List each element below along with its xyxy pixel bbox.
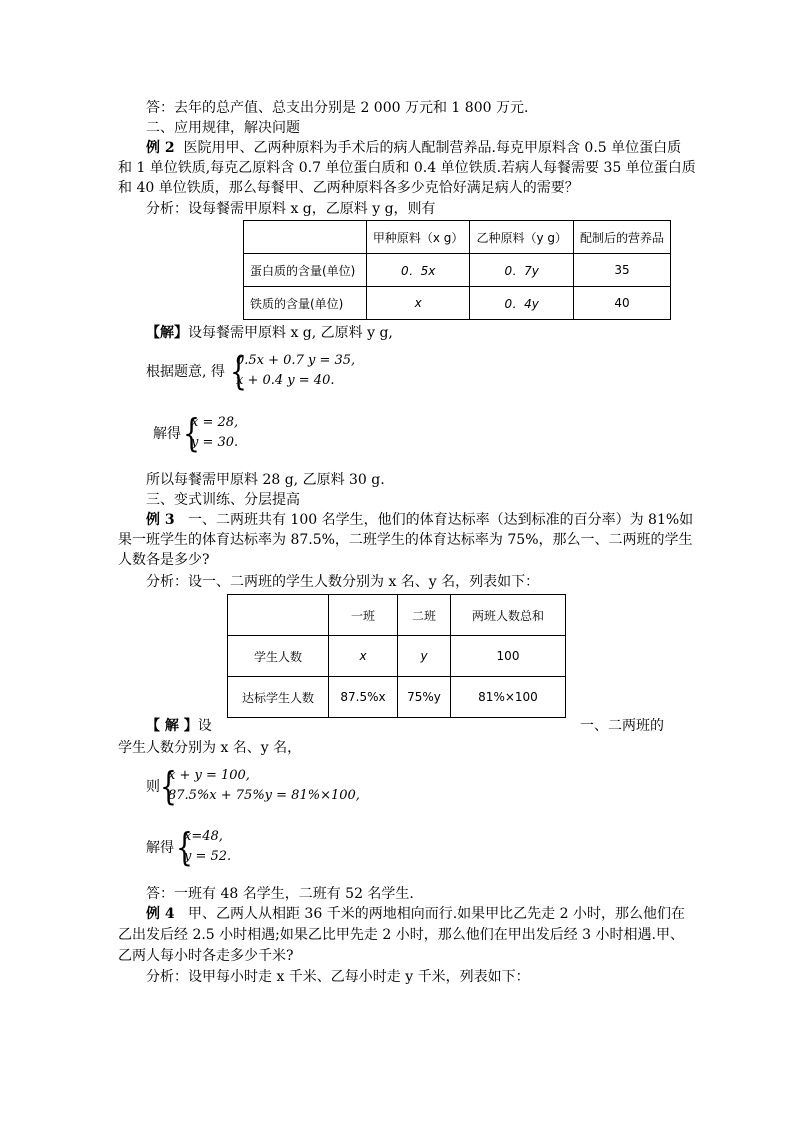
- system-2-prefix: 根据题意, 得: [146, 364, 225, 380]
- table-cell: 0．5x: [366, 254, 470, 287]
- table-cell: 100: [451, 636, 566, 677]
- example-3-line-c: 人数各是多少?: [118, 552, 210, 568]
- section-heading-3: 三、变式训练、分层提高: [146, 492, 300, 508]
- result-3-eq1: x=48,: [184, 829, 223, 844]
- analysis-4: 分析：设甲每小时走 x 千米、乙每小时走 y 千米，列表如下：: [146, 969, 530, 985]
- example-3-label: 例 3: [146, 512, 175, 528]
- table-cell: 81%×100: [451, 677, 566, 718]
- example-2-line-a: [146, 138, 681, 158]
- table-cell: 蛋白质的含量(单位): [244, 254, 367, 287]
- result-2-eq2: y = 30.: [191, 435, 239, 450]
- table-cell: y: [398, 636, 451, 677]
- solution-3-text-a: 设: [197, 718, 212, 734]
- table-cell: x: [329, 636, 398, 677]
- system-brace: {: [230, 349, 247, 393]
- table-cell: 乙种原料（y g）: [470, 221, 574, 254]
- table-cell: 一班: [329, 595, 398, 636]
- answer-3: 答：一班有 48 名学生，二班有 52 名学生.: [146, 886, 414, 902]
- solution-2-text: 设每餐需甲原料 x g, 乙原料 y g,: [188, 325, 393, 341]
- table-cell: 0．4y: [470, 287, 574, 320]
- table-cell: 87.5%x: [329, 677, 398, 718]
- example-2-line-b: 和 1 单位铁质,每克乙原料含 0.7 单位蛋白质和 0.4 单位铁质.若病人每餐需要 35 单位蛋白质: [118, 160, 696, 176]
- solution-3-label: 【 解 】: [146, 718, 198, 734]
- table-row: [244, 254, 671, 287]
- example-2-line-c: 和 40 单位铁质，那么每餐甲、乙两种原料各多少克恰好满足病人的需要？: [118, 180, 579, 196]
- system-brace: {: [183, 411, 200, 455]
- table-cell: [244, 221, 367, 254]
- result-2-prefix: 解得: [153, 426, 181, 442]
- system-3-eq1: x + y = 100,: [168, 768, 250, 783]
- example-2-text-a: 医院用甲、乙两种原料为手术后的病人配制营养品.每克甲原料含 0.5 单位蛋白质: [183, 140, 682, 156]
- table-row: [228, 595, 566, 636]
- system-brace: {: [176, 825, 193, 869]
- table-nutrition: [243, 220, 671, 320]
- solution-2-label: 【解】: [146, 325, 188, 341]
- table-row: [228, 677, 566, 718]
- table-cell: 配制后的营养品: [573, 221, 670, 254]
- table-cell: [228, 595, 329, 636]
- table-cell: 甲种原料（x g）: [366, 221, 470, 254]
- example-2-label: 例 2: [146, 140, 175, 156]
- example-4-line-b: 乙出发后经 2.5 小时相遇;如果乙比甲先走 2 小时，那么他们在甲出发后经 3 小时相遇.甲、: [118, 927, 684, 943]
- solution-3-line-c: 学生人数分别为 x 名、y 名，: [118, 740, 302, 756]
- table-cell: 40: [573, 287, 670, 320]
- solution-2-line: [146, 323, 393, 343]
- table-cell: 达标学生人数: [228, 677, 329, 718]
- table-cell: 0．7y: [470, 254, 574, 287]
- analysis-3: 分析：设一、二两班的学生人数分别为 x 名、y 名，列表如下：: [146, 574, 540, 590]
- table-students: [227, 594, 566, 718]
- example-3-line-b: 果一班学生的体育达标率为 87.5%，二班学生的体育达标率为 75%，那么一、二两班的学生: [118, 532, 693, 548]
- table-cell: 铁质的含量(单位): [244, 287, 367, 320]
- system-3-prefix: 则: [146, 779, 160, 795]
- table-cell: 两班人数总和: [451, 595, 566, 636]
- analysis-2: 分析：设每餐需甲原料 x g，乙原料 y g，则有: [146, 201, 436, 217]
- solution-3-text-b: 一、二两班的: [580, 718, 664, 734]
- result-3-eq2: y = 52.: [184, 849, 232, 864]
- example-3-text-a: 一、二两班共有 100 名学生，他们的体育达标率（达到标准的百分率）为 81%如: [187, 512, 694, 528]
- solution-3-line-a: [146, 716, 212, 736]
- table-cell: x: [366, 287, 470, 320]
- system-2-eq2: x + 0.4 y = 40.: [236, 373, 335, 388]
- table-row: [228, 636, 566, 677]
- table-cell: 35: [573, 254, 670, 287]
- table-cell: 二班: [398, 595, 451, 636]
- section-heading-2: 二、应用规律，解决问题: [146, 120, 300, 136]
- example-4-line-c: 乙两人每小时各走多少千米?: [118, 948, 294, 964]
- system-2-eq1: 0.5x + 0.7 y = 35,: [236, 353, 356, 368]
- example-4-text-a: 甲、乙两人从相距 36 千米的两地相向而行.如果甲比乙先走 2 小时，那么他们在: [187, 906, 685, 922]
- table-cell: 75%y: [398, 677, 451, 718]
- example-4-line-a: [146, 904, 685, 924]
- system-brace: {: [160, 764, 177, 808]
- answer-line-1: 答：去年的总产值、总支出分别是 2 000 万元和 1 800 万元.: [146, 100, 529, 116]
- table-row: [244, 287, 671, 320]
- answer-2: 所以每餐需甲原料 28 g, 乙原料 30 g.: [146, 472, 385, 488]
- result-3-prefix: 解得: [146, 840, 174, 856]
- table-cell: 学生人数: [228, 636, 329, 677]
- example-3-line-a: [146, 510, 693, 530]
- example-4-label: 例 4: [146, 906, 175, 922]
- system-3-eq2: 87.5%x + 75%y = 81%×100,: [168, 788, 360, 803]
- result-2-eq1: x = 28,: [191, 415, 239, 430]
- table-row: [244, 221, 671, 254]
